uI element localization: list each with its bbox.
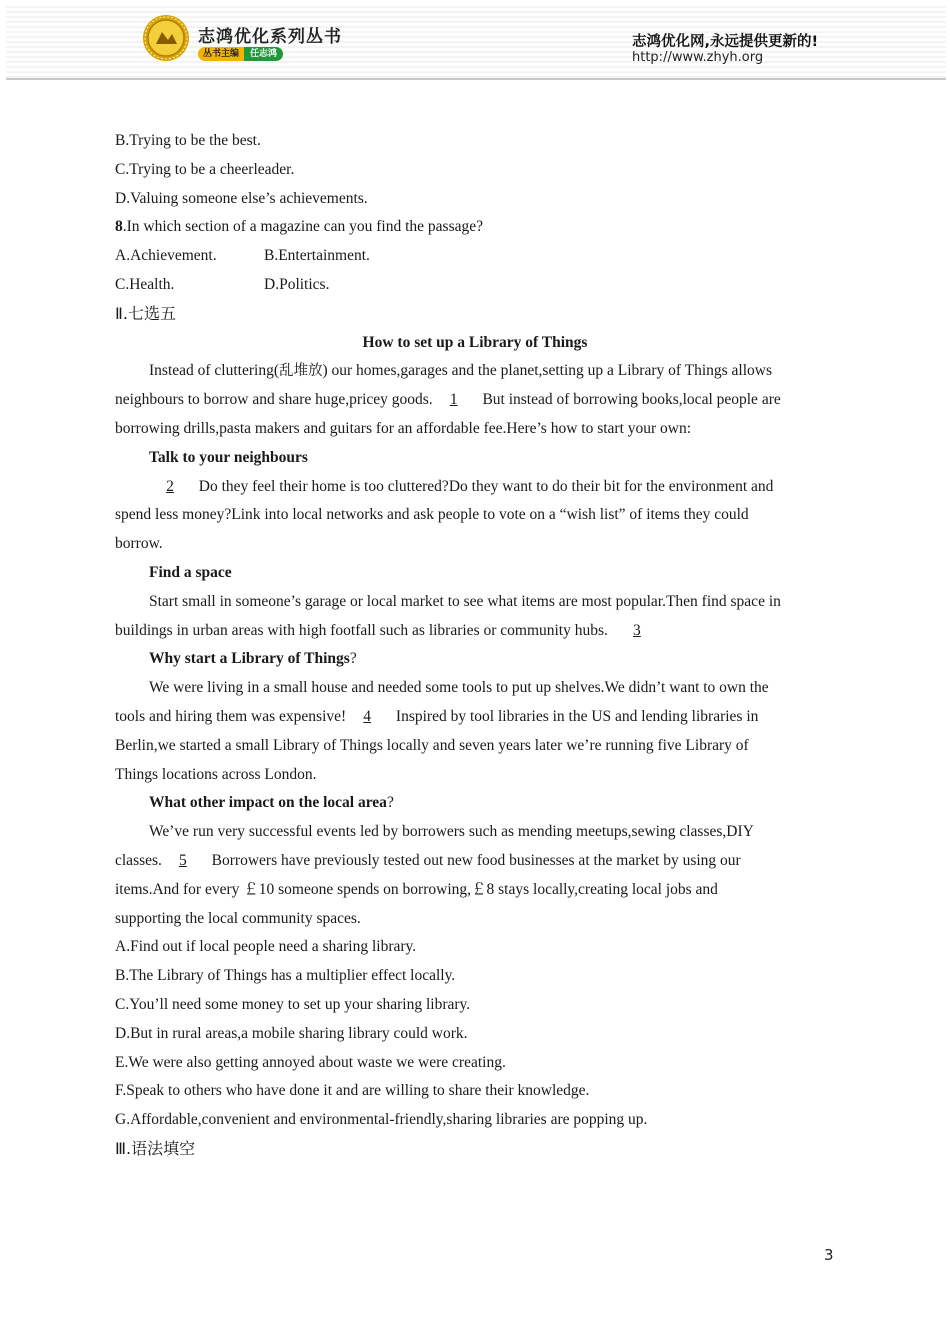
p1-text: Instead of cluttering( [149, 362, 279, 380]
blank-4[interactable]: 4 [363, 707, 372, 725]
p5-text: Borrowers have previously tested out new food businesses at the market by using our [211, 851, 741, 869]
p4-text: Inspired by tool libraries in the US and lending libraries in [395, 707, 759, 725]
editor-name: 任志鸿 [244, 47, 283, 61]
p5-line-3: items.And for every ￡10 someone spends on borrowing,￡8 stays locally,creating local jobs and [115, 880, 718, 898]
p1-line-3: borrowing drills,pasta makers and guitars for an affordable fee.Here’s how to start your own: [115, 419, 692, 437]
section-3-heading: Ⅲ.语法填空 [115, 1138, 196, 1158]
q8-option-d: D.Politics. [264, 275, 330, 293]
blank-5[interactable]: 5 [179, 851, 187, 869]
p2-line-3: borrow. [115, 535, 163, 553]
blank-1[interactable]: 1 [449, 391, 458, 409]
p2-line-2: spend less money?Link into local networks and ask people to vote on a “wish list” of items they could [115, 506, 749, 524]
p5-line-1: We’ve run very successful events led by borrowers such as mending meetups,sewing classes,DIY [149, 823, 754, 841]
q7-option-d: D.Valuing someone else’s achievements. [115, 189, 368, 207]
editor-label: 丛书主编 [198, 47, 244, 61]
q7-option-b: B.Trying to be the best. [115, 132, 261, 149]
p4-text: tools and hiring them was expensive! [115, 707, 347, 725]
option-e: E.We were also getting annoyed about waste we were creating. [115, 1053, 506, 1071]
page-number: 3 [824, 1246, 834, 1264]
section-2-heading: Ⅱ.七选五 [115, 303, 176, 323]
p4-line-4: Things locations across London. [115, 765, 317, 783]
series-title: 志鸿优化系列丛书 [198, 27, 342, 47]
p5-line-2 [115, 847, 835, 876]
option-g: G.Affordable,convenient and environmental-friendly,sharing libraries are popping up. [115, 1111, 648, 1129]
p3-text: buildings in urban areas with high footfall such as libraries or community hubs. [115, 621, 608, 639]
subheading-why-text: Why start a Library of Things [149, 650, 350, 668]
subheading-impact [115, 789, 835, 818]
p5-line-4: supporting the local community spaces. [115, 909, 361, 927]
p4-line-2 [115, 703, 835, 732]
p1-line-2 [115, 386, 835, 415]
subheading-talk: Talk to your neighbours [149, 448, 308, 466]
q8-option-a: A.Achievement. [115, 247, 217, 265]
q8-options-row-1 [115, 242, 835, 271]
p1-text: But instead of borrowing books,local people are [482, 391, 781, 409]
p3-line-2 [115, 617, 835, 646]
q8-options-row-2 [115, 271, 835, 300]
option-b: B.The Library of Things has a multiplier effect locally. [115, 967, 456, 985]
option-a: A.Find out if local people need a sharing library. [115, 938, 417, 956]
publisher-logo-icon [142, 14, 190, 62]
p2-text: Do they feel their home is too cluttered?Do they want to do their bit for the environment and [198, 477, 774, 495]
q8-option-c: C.Health. [115, 275, 175, 293]
blank-3[interactable]: 3 [633, 621, 641, 639]
header-slogan: 志鸿优化网,永远提供更新的! [632, 34, 819, 50]
option-f: F.Speak to others who have done it and are willing to share their knowledge. [115, 1082, 590, 1100]
header-url[interactable]: http://www.zhyh.org [632, 50, 764, 65]
document-body [115, 127, 835, 1164]
subheading-impact-mark: ? [386, 794, 394, 812]
subheading-impact-text: What other impact on the local area [149, 794, 387, 812]
blank-2[interactable]: 2 [166, 477, 174, 495]
passage-title: How to set up a Library of Things [362, 333, 588, 351]
subheading-space: Find a space [149, 563, 232, 581]
q8-number: 8 [115, 218, 123, 236]
p3-line-1: Start small in someone’s garage or local market to see what items are most popular.Then find space in [149, 592, 781, 610]
p1-chinese-gloss: 乱堆放 [278, 363, 323, 380]
editor-credit [198, 47, 283, 61]
option-d: D.But in rural areas,a mobile sharing library could work. [115, 1024, 468, 1042]
subheading-why [115, 645, 835, 674]
p4-line-3: Berlin,we started a small Library of Things locally and seven years later we’re running five Library of [115, 736, 749, 754]
p5-text: classes. [115, 851, 162, 869]
q7-option-c: C.Trying to be a cheerleader. [115, 160, 295, 178]
subheading-why-mark: ? [349, 650, 357, 668]
p2-line-1 [115, 473, 835, 502]
q8-text: .In which section of a magazine can you find the passage? [122, 218, 483, 236]
p4-line-1: We were living in a small house and needed some tools to put up shelves.We didn’t want to own the [149, 679, 769, 697]
header-divider [6, 78, 946, 80]
p1-text: ) our homes,garages and the planet,setting up a Library of Things allows [322, 362, 773, 380]
q8-stem [115, 213, 835, 242]
q8-option-b: B.Entertainment. [264, 247, 370, 265]
p1-line-1 [115, 357, 835, 386]
p1-text: neighbours to borrow and share huge,pricey goods. [115, 391, 433, 409]
option-c: C.You’ll need some money to set up your sharing library. [115, 995, 471, 1013]
